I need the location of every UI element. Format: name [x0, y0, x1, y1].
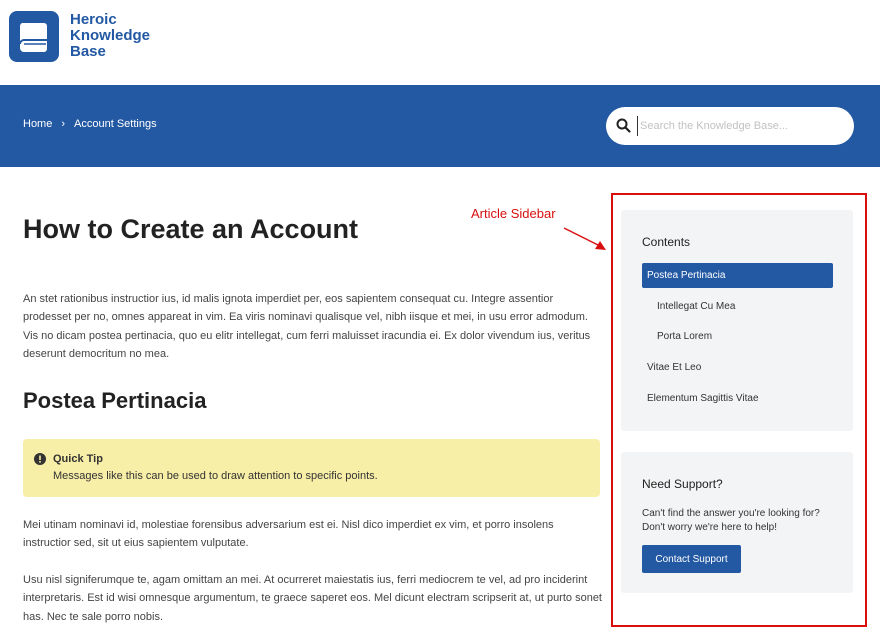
- annotation-arrow-icon: [560, 224, 610, 254]
- support-message: [642, 507, 842, 535]
- sidebar-support: [621, 452, 853, 593]
- toc-item-vitae-et-leo[interactable]: Vitae Et Leo: [647, 362, 702, 373]
- support-message-line-2: Don't worry we're here to help!: [642, 522, 777, 533]
- quick-tip-box: [23, 439, 600, 497]
- quick-tip-title: Quick Tip: [53, 453, 103, 465]
- article-paragraph: Mei utinam nominavi id, molestiae forensibus adversarium est ei. Nisl dico imperdiet ex vim, et porro insolens instructior sed, sit ut eius sapientem vulputate.: [23, 519, 554, 550]
- brand-name[interactable]: [70, 12, 150, 60]
- breadcrumb-home-link[interactable]: Home: [23, 118, 53, 130]
- toc-item-postea-pertinacia[interactable]: Postea Pertinacia: [642, 263, 833, 288]
- page-title: How to Create an Account: [23, 214, 359, 244]
- support-message-line-1: Can't find the answer you're looking for?: [642, 508, 820, 519]
- info-icon: [34, 453, 46, 465]
- search-icon[interactable]: [616, 118, 631, 133]
- logo-icon[interactable]: [9, 11, 59, 62]
- contents-heading: Contents: [642, 235, 691, 249]
- toc-item-elementum-sagittis-vitae[interactable]: Elementum Sagittis Vitae: [647, 393, 759, 404]
- section-heading: Postea Pertinacia: [23, 388, 207, 413]
- brand-line-1: Heroic: [70, 11, 117, 28]
- article-paragraph: Usu nisl signiferumque te, agam omittam an mei. At ocurreret maiestatis ius, ferri mediocrem te vel, ad pro inciderint interpretaris. Est id wisi omnesque argumentum, te graece saperet eos. Mel dicunt electram scripserit at, ut purto sonet has. Nec te sale porro nobis.: [23, 574, 602, 623]
- breadcrumb-current[interactable]: Account Settings: [74, 118, 157, 130]
- annotation-label: Article Sidebar: [471, 206, 556, 221]
- search-box[interactable]: [606, 107, 854, 145]
- article-intro-paragraph: An stet rationibus instructior ius, id malis ignota imperdiet per, eos sapientem consequat cu. Integre assentior prodesset per no, omnes appareat in vim. Ea viris nominavi qualisque vel, nibh iisque et mei, in usu error admodum. Vis no dicam postea pertinacia, quo eu elitr intellegat, cum ferri maluisset iracundia ei. Ex dolor vivendum ius, veritus deserunt democritum no mea.: [23, 293, 591, 360]
- brand-line-2: Knowledge: [70, 27, 151, 44]
- contact-support-button[interactable]: Contact Support: [642, 545, 741, 573]
- toc-item-porta-lorem[interactable]: Porta Lorem: [657, 331, 713, 342]
- quick-tip-message: Messages like this can be used to draw attention to specific points.: [53, 470, 378, 482]
- search-input[interactable]: [637, 116, 842, 136]
- sidebar-contents: [621, 210, 853, 431]
- toc-item-intellegat-cu-mea[interactable]: Intellegat Cu Mea: [657, 301, 736, 312]
- support-heading: Need Support?: [642, 477, 723, 491]
- breadcrumb-separator-icon: ›: [61, 118, 66, 130]
- page-header-bar: [0, 85, 880, 167]
- breadcrumb: [23, 118, 157, 130]
- brand-line-3: Base: [70, 43, 106, 60]
